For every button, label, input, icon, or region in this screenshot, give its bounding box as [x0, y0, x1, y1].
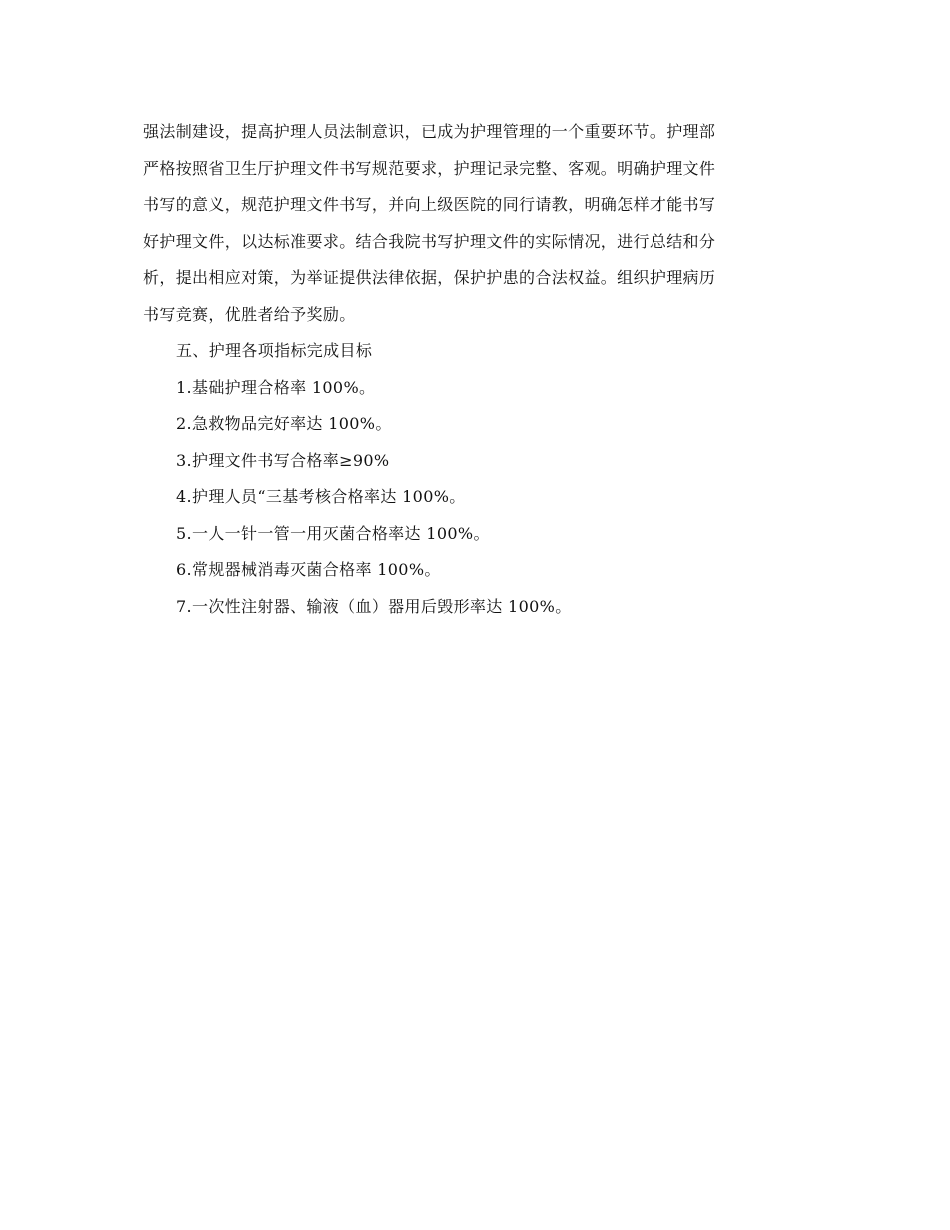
list-item: 7.一次性注射器、输液（血）器用后毁形率达 100%。: [176, 596, 572, 616]
paragraph-line: 书写竞赛，优胜者给予奖励。: [143, 304, 356, 324]
list-item: 4.护理人员“三基考核合格率达 100%。: [176, 487, 466, 506]
list-item: 1.基础护理合格率 100%。: [176, 377, 376, 397]
list-item: 5.一人一针一管一用灭菌合格率达 100%。: [176, 523, 490, 543]
paragraph-line: 析，提出相应对策，为举证提供法律依据，保护护患的合法权益。组织护理病历: [143, 268, 716, 287]
paragraph-line: 书写的意义，规范护理文件书写，并向上级医院的同行请教，明确怎样才能书写: [143, 195, 716, 214]
list-item: 2.急救物品完好率达 100%。: [176, 414, 392, 433]
paragraph-line: 好护理文件，以达标准要求。结合我院书写护理文件的实际情况，进行总结和分: [143, 231, 716, 251]
list-item: 6.常规器械消毒灭菌合格率 100%。: [176, 560, 441, 579]
paragraph-line: 强法制建设，提高护理人员法制意识，已成为护理管理的一个重要环节。护理部: [143, 122, 716, 141]
paragraph-line: 严格按照省卫生厅护理文件书写规范要求，护理记录完整、客观。明确护理文件: [143, 158, 716, 178]
list-item: 3.护理文件书写合格率≥90%: [176, 450, 390, 470]
section-heading: 五、护理各项指标完成目标: [176, 341, 373, 360]
document-body: [143, 114, 807, 625]
